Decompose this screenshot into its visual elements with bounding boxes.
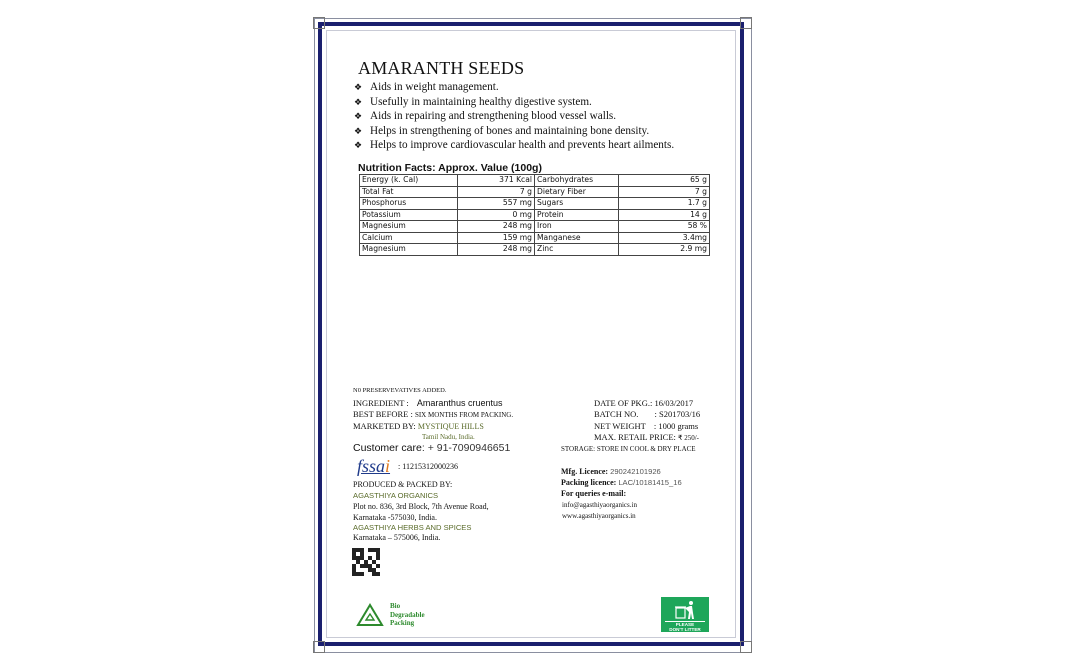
storage-row xyxy=(561,445,696,453)
benefit-item: ❖ Usefully in maintaining healthy digestive system. xyxy=(354,95,592,108)
nutrient-name: Phosphorus xyxy=(360,198,458,210)
qr-module xyxy=(360,552,364,556)
qr-module xyxy=(364,564,368,568)
nutrition-row xyxy=(360,209,710,221)
producer2-name: AGASTHIYA HERBS AND SPICES xyxy=(353,523,472,532)
bullet-icon: ❖ xyxy=(354,111,363,122)
packing-licence-row xyxy=(561,478,682,487)
storage-label: STORAGE: xyxy=(561,445,596,453)
no-preservatives: N0 PRESERVEVATIVES ADDED. xyxy=(353,387,447,394)
marketed-by-value: MYSTIQUE HILLS xyxy=(417,422,484,431)
qr-module xyxy=(356,556,360,560)
nutrient-name: Zinc xyxy=(535,244,619,256)
qr-module xyxy=(356,572,360,576)
nutrient-value: 3.4mg xyxy=(619,232,710,244)
mfg-licence-row xyxy=(561,467,661,476)
qr-module xyxy=(360,556,364,560)
nutrient-name: Total Fat xyxy=(360,186,458,198)
qr-module xyxy=(368,564,372,568)
nutrient-value: 0 mg xyxy=(458,209,535,221)
qr-module xyxy=(376,548,380,552)
dont-litter-badge: PLEASE DON'T LITTER xyxy=(661,597,709,632)
benefit-item: ❖ Aids in repairing and strengthening blood vessel walls. xyxy=(354,110,617,123)
bullet-icon: ❖ xyxy=(354,82,363,92)
nutrient-value: 7 g xyxy=(458,186,535,198)
nutrient-value: 159 mg xyxy=(458,232,535,244)
marketed-location: Tamil Nadu, India. xyxy=(422,433,475,441)
nutrient-value: 248 mg xyxy=(458,244,535,256)
produced-label: PRODUCED & PACKED BY: xyxy=(353,480,453,489)
nutrient-value: 14 g xyxy=(619,209,710,221)
nutrient-value: 7 g xyxy=(619,186,710,198)
qr-module xyxy=(372,560,376,564)
net-weight-label: NET WEIGHT xyxy=(594,421,646,431)
fssai-number: : 11215312000236 xyxy=(398,462,458,471)
nutrient-value: 371 Kcal xyxy=(458,175,535,187)
storage-value: STORE IN COOL & DRY PLACE xyxy=(596,445,696,453)
net-weight-value: : 1000 grams xyxy=(653,421,699,431)
bullet-icon: ❖ xyxy=(354,140,363,151)
nutrient-value: 58 % xyxy=(619,221,710,233)
nutrition-title: Nutrition Facts: Approx. Value (100g) xyxy=(358,162,542,174)
qr-module xyxy=(372,568,376,572)
qr-module xyxy=(360,564,364,568)
date-pkg-label: DATE OF PKG.: xyxy=(594,398,653,408)
corner-ornament xyxy=(740,641,752,653)
qr-module xyxy=(360,572,364,576)
mfg-licence-value: 290242101926 xyxy=(610,467,661,476)
customer-care-phone: : + 91-7090946651 xyxy=(421,442,511,454)
nutrient-value: 2.9 mg xyxy=(619,244,710,256)
qr-module xyxy=(368,568,372,572)
nutrient-name: Magnesium xyxy=(360,221,458,233)
nutrient-name: Sugars xyxy=(535,198,619,210)
qr-module xyxy=(372,572,376,576)
qr-module xyxy=(372,548,376,552)
qr-module xyxy=(352,572,356,576)
nutrient-name: Carbohydrates xyxy=(535,175,619,187)
qr-module xyxy=(352,552,356,556)
nutrition-row xyxy=(360,186,710,198)
nutrient-name: Iron xyxy=(535,221,619,233)
qr-module xyxy=(376,564,380,568)
best-before-label: BEST BEFORE : xyxy=(353,409,413,419)
producer-address-1: Plot no. 836, 3rd Block, 7th Avenue Road, xyxy=(353,502,489,511)
email-link[interactable]: info@agasthiyaorganics.in xyxy=(562,501,637,509)
marketed-by-label: MARKETED BY: xyxy=(353,421,416,431)
nutrition-row xyxy=(360,232,710,244)
nutrient-value: 65 g xyxy=(619,175,710,187)
best-before-row xyxy=(353,409,513,419)
nutrition-row xyxy=(360,175,710,187)
qr-module xyxy=(356,560,360,564)
benefits-list xyxy=(354,80,674,153)
product-title: AMARANTH SEEDS xyxy=(358,58,525,78)
nutrient-name: Protein xyxy=(535,209,619,221)
benefit-item: ❖ Aids in weight management. xyxy=(354,81,499,93)
customer-care-row xyxy=(353,442,510,454)
qr-module xyxy=(376,556,380,560)
recycle-triangle-icon xyxy=(356,603,384,627)
producer-address-2: Karnataka -575030, India. xyxy=(353,513,437,522)
ingredient-row xyxy=(353,398,502,408)
nutrient-name: Potassium xyxy=(360,209,458,221)
bio-degradable-badge xyxy=(356,602,425,628)
qr-code xyxy=(352,548,380,576)
qr-module xyxy=(352,564,356,568)
bullet-icon: ❖ xyxy=(354,125,363,136)
bullet-icon: ❖ xyxy=(354,96,363,107)
corner-ornament xyxy=(313,17,325,29)
best-before-value: SIX MONTHS FROM PACKING. xyxy=(414,411,514,419)
batch-row xyxy=(594,409,700,419)
qr-module xyxy=(376,572,380,576)
corner-ornament xyxy=(740,17,752,29)
fssai-row xyxy=(357,456,458,477)
nutrient-name: Manganese xyxy=(535,232,619,244)
batch-label: BATCH NO. xyxy=(594,409,639,419)
trash-bin-person-icon xyxy=(673,600,697,620)
queries-label: For queries e-mail: xyxy=(561,489,627,498)
date-pkg-value: 16/03/2017 xyxy=(654,398,694,408)
benefit-item: ❖ Helps in strengthening of bones and maintaining bone density. xyxy=(354,124,650,137)
nutrient-value: 1.7 g xyxy=(619,198,710,210)
net-weight-row xyxy=(594,421,698,431)
batch-value: : S201703/16 xyxy=(654,409,701,419)
website-link[interactable]: www.agasthiyaorganics.in xyxy=(562,512,636,520)
nutrient-value: 557 mg xyxy=(458,198,535,210)
qr-module xyxy=(352,556,356,560)
qr-module xyxy=(352,548,356,552)
mrp-label: MAX. RETAIL PRICE: xyxy=(594,432,676,442)
qr-module xyxy=(364,560,368,564)
qr-module xyxy=(376,552,380,556)
nutrient-value: 248 mg xyxy=(458,221,535,233)
benefit-item: ❖ Helps to improve cardiovascular health and prevents heart ailments. xyxy=(354,139,675,152)
nutrient-name: Energy (k. Cal) xyxy=(360,175,458,187)
producer-name: AGASTHIYA ORGANICS xyxy=(353,491,439,500)
qr-module xyxy=(356,548,360,552)
mrp-value: ₹ 250/- xyxy=(678,434,699,442)
qr-module xyxy=(368,548,372,552)
corner-ornament xyxy=(313,641,325,653)
nutrition-row xyxy=(360,244,710,256)
marketed-by-row xyxy=(353,421,484,431)
packing-licence-label: Packing licence: xyxy=(561,478,617,487)
nutrition-table xyxy=(359,174,710,256)
producer2-address: Karnataka – 575006, India. xyxy=(353,533,441,542)
date-pkg-row xyxy=(594,398,693,408)
qr-module xyxy=(368,556,372,560)
customer-care-label: Customer care xyxy=(353,442,422,454)
nutrient-name: Calcium xyxy=(360,232,458,244)
nutrient-name: Magnesium xyxy=(360,244,458,256)
qr-module xyxy=(352,568,356,572)
nutrient-name: Dietary Fiber xyxy=(535,186,619,198)
mfg-licence-label: Mfg. Licence: xyxy=(561,467,609,476)
fssai-logo: fssai xyxy=(357,456,391,476)
packing-licence-value: LAC/10181415_16 xyxy=(618,478,682,487)
ingredient-label: INGREDIENT : xyxy=(353,398,409,408)
ingredient-value: Amaranthus cruentus xyxy=(416,398,503,408)
bio-degradable-label: Bio Degradable Packing xyxy=(390,602,425,627)
nutrition-row xyxy=(360,221,710,233)
mrp-row xyxy=(594,432,699,442)
nutrition-row xyxy=(360,198,710,210)
qr-module xyxy=(360,548,364,552)
